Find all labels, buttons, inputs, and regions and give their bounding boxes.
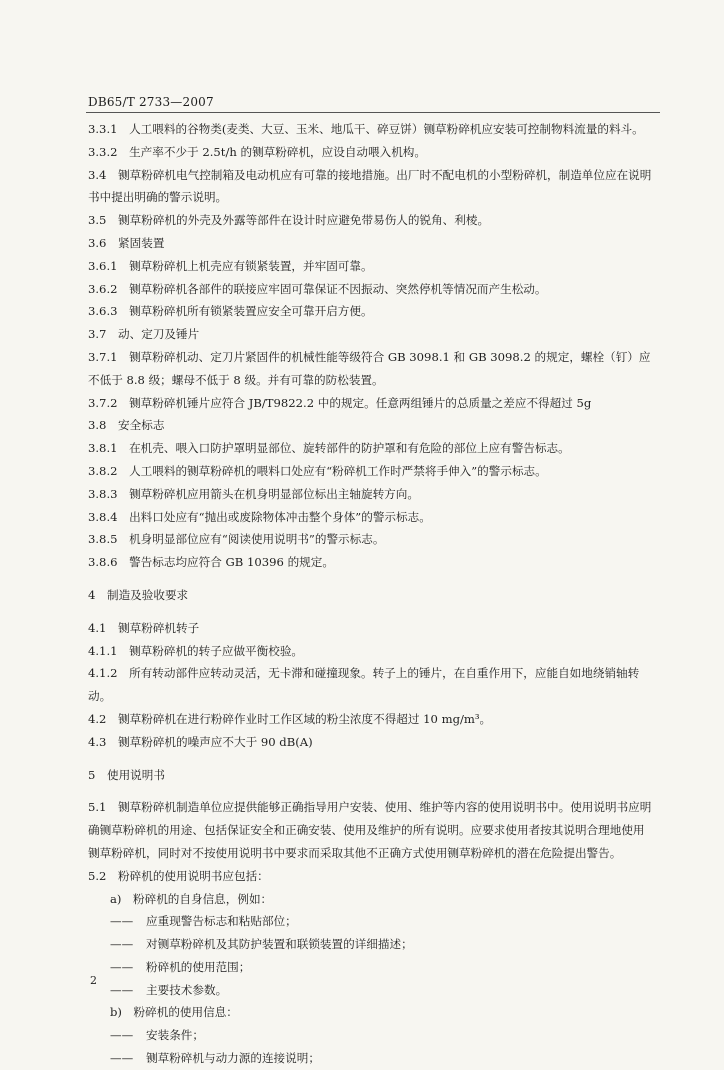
list-item: [88, 1047, 656, 1070]
header-rule: [86, 112, 660, 113]
dash: ——: [110, 914, 134, 929]
dash: ——: [110, 1028, 134, 1043]
dash: ——: [110, 959, 134, 974]
clause: 3.6.3 铡草粉碎机所有锁紧装置应安全可靠开启方便。: [88, 304, 373, 319]
clause-heading: 3.6 紧固装置: [88, 235, 165, 250]
clause: 5.1 铡草粉碎机制造单位应提供能够正确指导用户安装、使用、维护等内容的使用说明书中。使用说明书应明确铡草粉碎机的用途、包括保证安全和正确安装、使用及维护的所有说明。应要求使用者按其说明合理地使用铡草粉碎机，同时对不按使用说明书中要求而采取其他不正确方式使用铡草粉碎机的潜在危险提出警告。: [88, 800, 652, 860]
document-body: [88, 118, 656, 1070]
list-item-text: 粉碎机的使用范围；: [146, 959, 251, 974]
clause: 3.3.2 生产率不少于 2.5t/h 的铡草粉碎机，应设自动喂入机构。: [88, 144, 426, 159]
clause-heading: 3.8 安全标志: [88, 418, 165, 433]
list-item: [88, 910, 656, 933]
page-number: 2: [90, 974, 97, 987]
section-title: 5 使用说明书: [88, 767, 165, 782]
clause: 3.3.1 人工喂料的谷物类(麦类、大豆、玉米、地瓜干、碎豆饼）铡草粉碎机应安装可控制物料流量的料斗。: [88, 122, 644, 136]
dash: ——: [110, 937, 134, 952]
clause: 4.1.1 铡草粉碎机的转子应做平衡校验。: [88, 643, 304, 658]
clause: 3.4 铡草粉碎机电气控制箱及电动机应有可靠的接地措施。出厂时不配电机的小型粉碎机，制造单位应在说明书中提出明确的警示说明。: [88, 167, 652, 205]
clause: 3.8.1 在机壳、喂入口防护罩明显部位、旋转部件的防护罩和有危险的部位上应有警告标志。: [88, 441, 570, 456]
clause-heading: 4.1 铡草粉碎机转子: [88, 620, 200, 635]
clause: 3.8.3 铡草粉碎机应用箭头在机身明显部位标出主轴旋转方向。: [88, 486, 419, 501]
list-item-text: 主要技术参数。: [146, 982, 228, 997]
standard-code: DB65/T 2733—2007: [88, 95, 214, 109]
clause: 4.1.2 所有转动部件应转动灵活，无卡滞和碰撞现象。转子上的锤片，在自重作用下，应能自如地绕销轴转动。: [88, 666, 640, 704]
clause: 3.7.2 铡草粉碎机锤片应符合 JB/T9822.2 中的规定。任意两组锤片的总质量之差应不得超过 5g: [88, 395, 592, 410]
list-item-text: 对铡草粉碎机及其防护装置和联锁装置的详细描述；: [146, 937, 413, 952]
clause: 3.5 铡草粉碎机的外壳及外露等部件在设计时应避免带易伤人的锐角、利棱。: [88, 213, 490, 228]
list-item-text: 安装条件；: [146, 1028, 204, 1043]
section-title: 4 制造及验收要求: [88, 587, 189, 602]
clause: 3.7.1 铡草粉碎机动、定刀片紧固件的机械性能等级符合 GB 3098.1 和 GB 3098.2 的规定，螺栓（钉）应不低于 8.8 级；螺母不低于 8 级。并有可靠的防松装置。: [88, 349, 651, 387]
clause: 3.8.2 人工喂料的铡草粉碎机的喂料口处应有“粉碎机工作时严禁将手伸入”的警示标志。: [88, 463, 547, 478]
list-label: a) 粉碎机的自身信息，例如：: [110, 891, 273, 906]
dash: ——: [110, 1051, 134, 1066]
list-item: [88, 933, 656, 956]
list-item-text: 铡草粉碎机与动力源的连接说明；: [146, 1051, 320, 1066]
clause: 3.8.5 机身明显部位应有“阅读使用说明书”的警示标志。: [88, 532, 385, 547]
clause-heading: 3.7 动、定刀及锤片: [88, 327, 200, 342]
clause: 3.6.2 铡草粉碎机各部件的联接应牢固可靠保证不因振动、突然停机等情况而产生松动。: [88, 281, 547, 296]
clause: 4.2 铡草粉碎机在进行粉碎作业时工作区域的粉尘浓度不得超过 10 mg/m³。: [88, 711, 492, 726]
list-label: b) 粉碎机的使用信息：: [110, 1005, 238, 1020]
dash: ——: [110, 982, 134, 997]
clause: 3.6.1 铡草粉碎机上机壳应有锁紧装置，并牢固可靠。: [88, 258, 373, 273]
list-item: [88, 979, 656, 1002]
clause: 4.3 铡草粉碎机的噪声应不大于 90 dB(A): [88, 734, 313, 749]
clause: 3.8.4 出料口处应有“抛出或废除物体冲击整个身体”的警示标志。: [88, 509, 431, 524]
list-item: [88, 956, 656, 979]
list-item: [88, 1024, 656, 1047]
list-item-text: 应重现警告标志和粘贴部位；: [146, 914, 297, 929]
clause: 5.2 粉碎机的使用说明书应包括：: [88, 868, 269, 883]
clause: 3.8.6 警告标志均应符合 GB 10396 的规定。: [88, 555, 334, 570]
